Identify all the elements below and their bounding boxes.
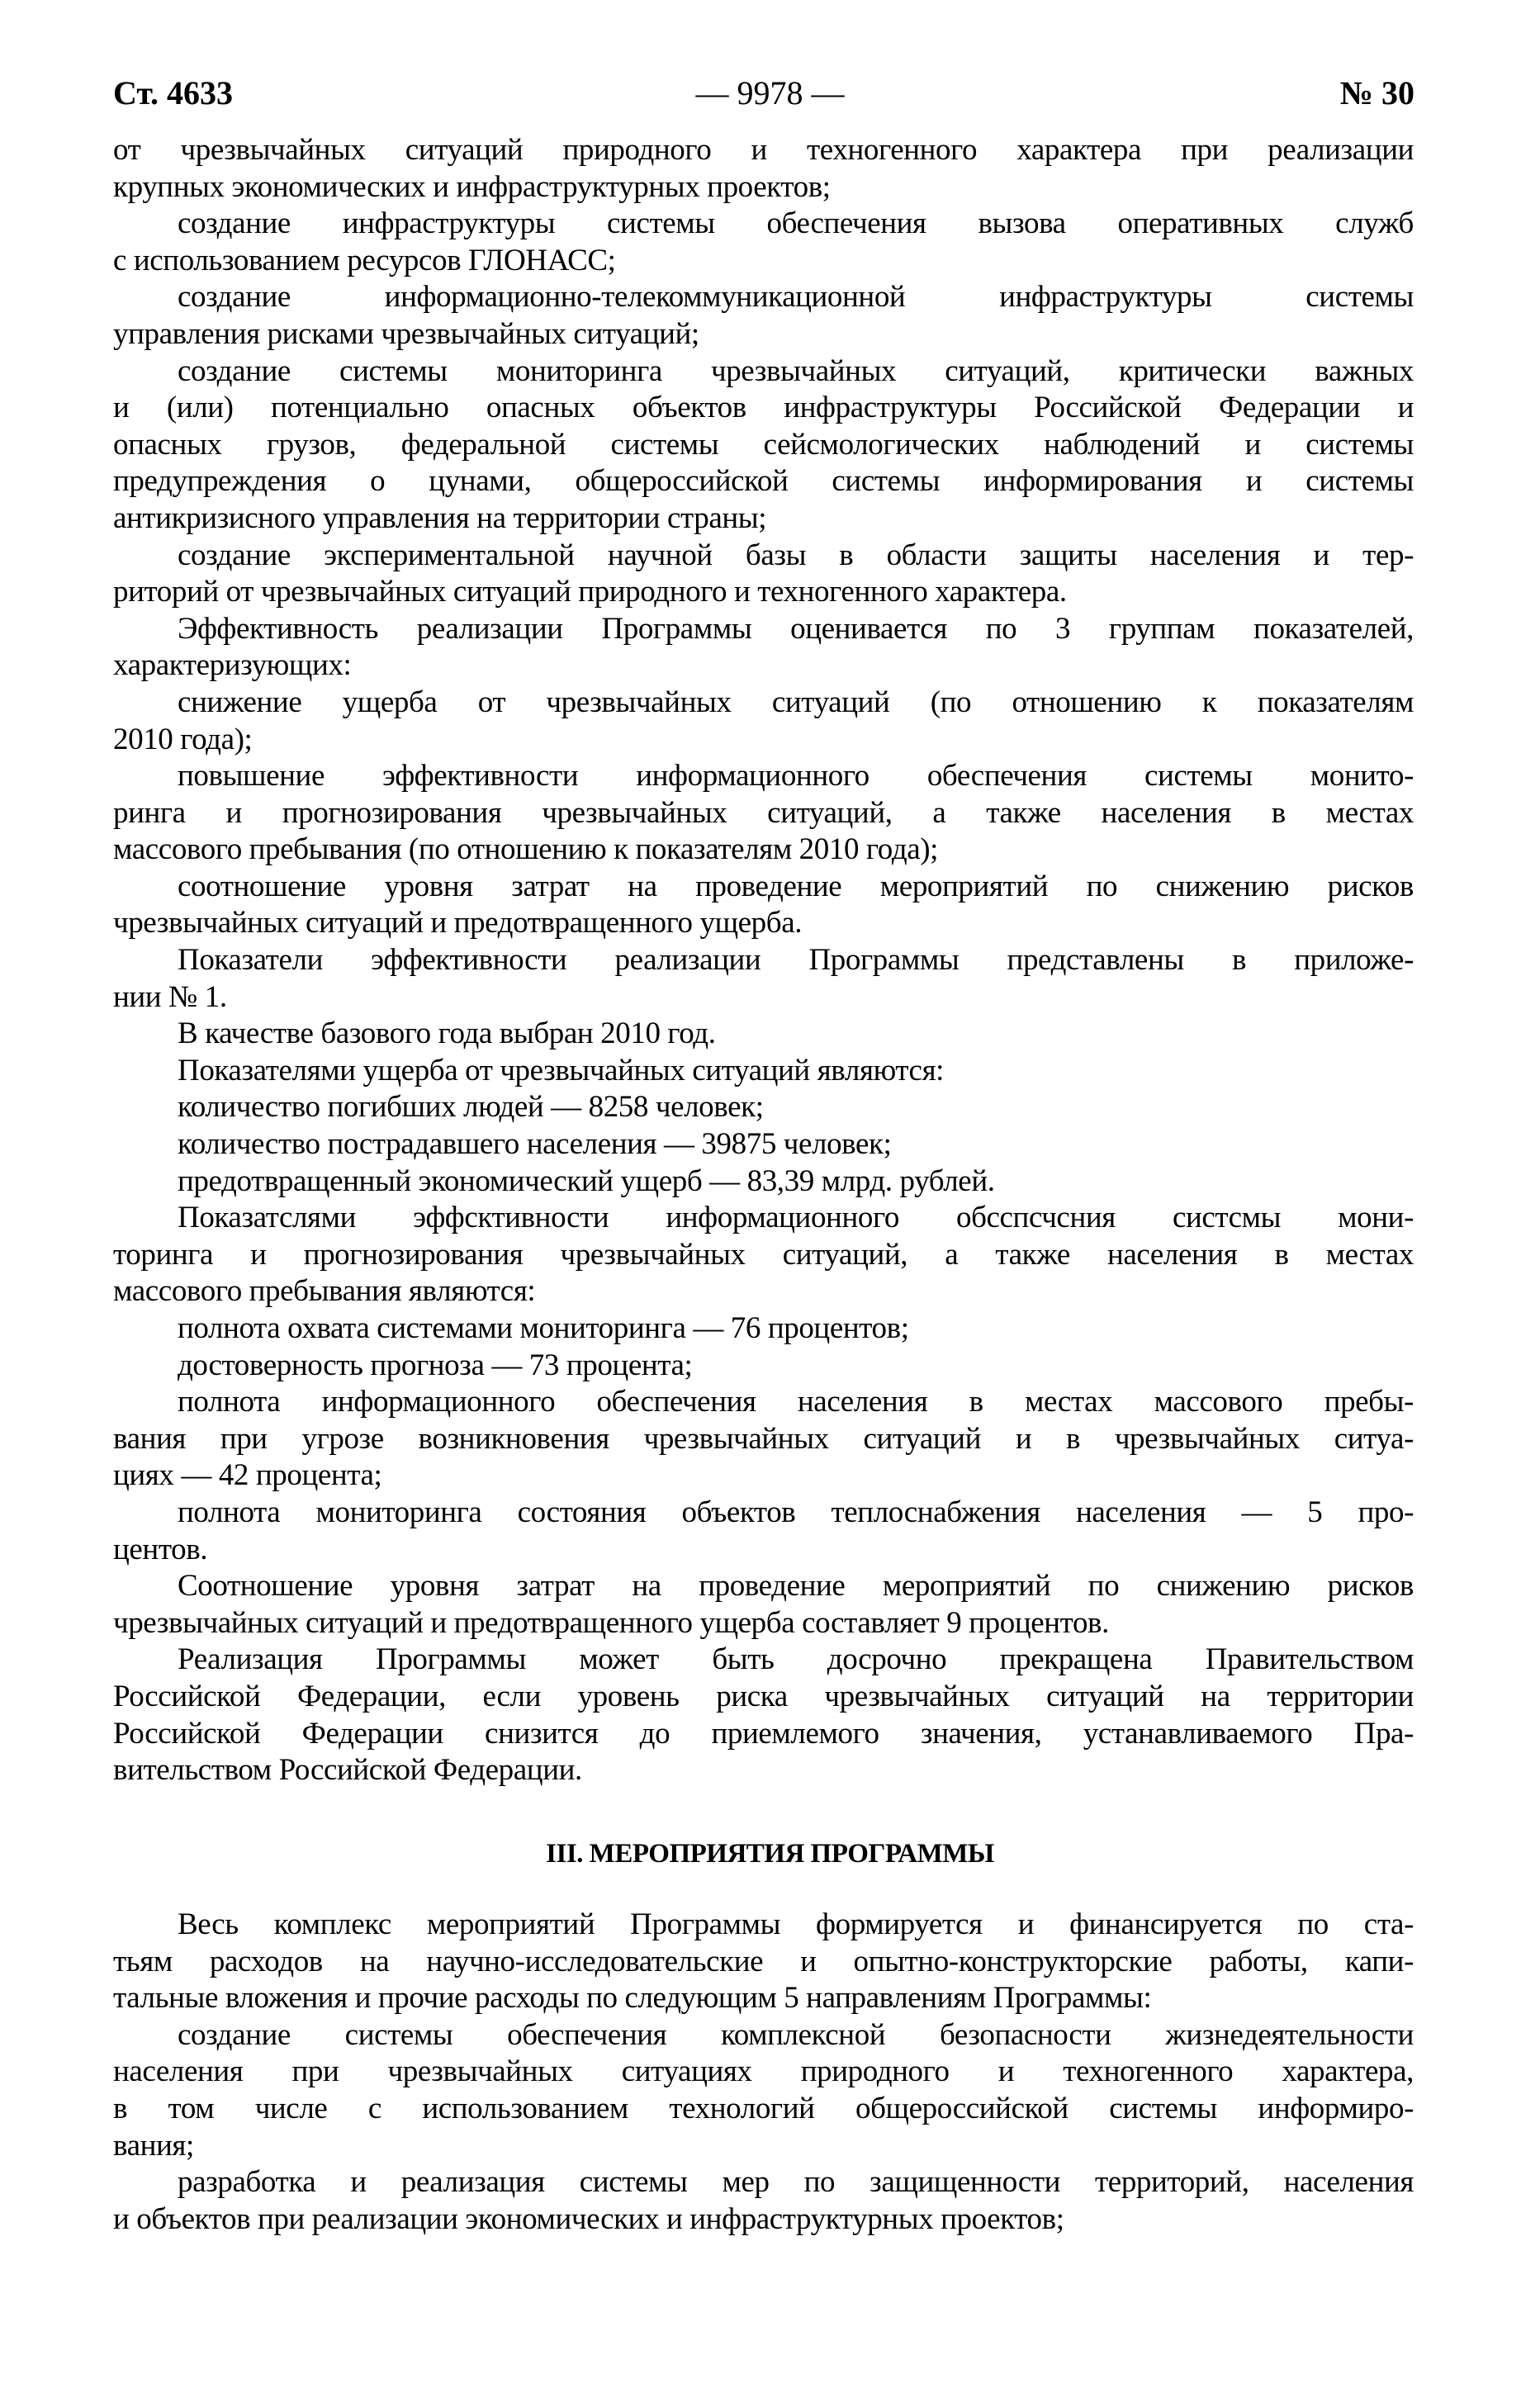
paragraph xyxy=(113,2164,1414,2238)
text-line: количество погибших людей — 8258 человек; xyxy=(178,1090,764,1125)
text-line: создание системы мониторинга чрезвычайных ситуаций, критически важных xyxy=(178,353,1414,388)
text-line: вительством Российской Федерации. xyxy=(113,1753,582,1788)
text-line: чрезвычайных ситуаций и предотвращенного ущерба составляет 9 процентов. xyxy=(113,1605,1109,1640)
text-line: опасных грузов, федеральной системы сейсмологических наблюдений и системы xyxy=(113,427,1414,462)
text-line: характеризующих: xyxy=(113,648,352,683)
text-line: Эффективность реализации Программы оценивается по 3 группам показателей, xyxy=(178,611,1414,646)
text-line: Весь комплекс мероприятий Программы формируется и финансируется по ста- xyxy=(178,1907,1414,1941)
text-line: 2010 года); xyxy=(113,722,253,756)
text-line: достоверность прогноза — 73 процента; xyxy=(178,1348,693,1382)
text-line: Показатслями эффсктивности информационного обсспсчсния систсмы мони- xyxy=(178,1201,1414,1235)
paragraph xyxy=(113,1568,1414,1642)
text-line: Российской Федерации, если уровень риска чрезвычайных ситуаций на территории xyxy=(113,1679,1414,1713)
text-line: полнота охвата системами мониторинга — 76 процентов; xyxy=(178,1311,909,1345)
section-heading: III. МЕРОПРИЯТИЯ ПРОГРАММЫ xyxy=(546,1839,994,1869)
paragraph xyxy=(113,206,1414,279)
paragraph xyxy=(113,353,1414,538)
text-line: полнота информационного обеспечения населения в местах массового пребы- xyxy=(178,1385,1414,1419)
paragraph xyxy=(113,1053,1414,1090)
paragraph xyxy=(113,2017,1414,2164)
body-text-section-2 xyxy=(113,132,1414,1789)
text-line: центов. xyxy=(113,1532,208,1566)
page-number: — 9978 — xyxy=(695,74,845,111)
paragraph xyxy=(113,1016,1414,1053)
text-line: массового пребывания (по отношению к показателям 2010 года); xyxy=(113,832,939,867)
body-text-section-3 xyxy=(113,1907,1414,2238)
text-line: Показатели эффективности реализации Программы представлены в приложе- xyxy=(178,943,1414,978)
text-line: с использованием ресурсов ГЛОНАСС; xyxy=(113,243,616,277)
paragraph xyxy=(113,1348,1414,1385)
text-line: чрезвычайных ситуаций и предотвращенного ущерба. xyxy=(113,906,803,941)
paragraph xyxy=(113,538,1414,611)
text-line: предупреждения о цунами, общероссийской системы информирования и системы xyxy=(113,464,1414,499)
text-line: вания; xyxy=(113,2128,194,2163)
text-line: и (или) потенциально опасных объектов инфраструктуры Российской Федерации и xyxy=(113,391,1414,425)
text-line: количество пострадавшего населения — 39875 человек; xyxy=(178,1127,892,1162)
paragraph xyxy=(113,1642,1414,1789)
paragraph xyxy=(113,1200,1414,1310)
text-line: Реализация Программы может быть досрочно прекращена Правительством xyxy=(178,1642,1414,1677)
text-line: предотвращенный экономический ущерб — 83,39 млрд. рублей. xyxy=(178,1163,995,1198)
paragraph xyxy=(113,611,1414,685)
text-line: нии № 1. xyxy=(113,979,227,1014)
text-line: массового пребывания являются: xyxy=(113,1274,536,1309)
text-line: создание экспериментальной научной базы в области защиты населения и тер- xyxy=(178,538,1414,572)
text-line: Соотношение уровня затрат на проведение мероприятий по снижению рисков xyxy=(178,1569,1414,1604)
text-line: населения при чрезвычайных ситуациях природного и техногенного характера, xyxy=(113,2054,1414,2089)
paragraph xyxy=(113,1495,1414,1568)
text-line: полнота мониторинга состояния объектов теплоснабжения населения — 5 про- xyxy=(178,1495,1414,1529)
text-line: создание системы обеспечения комплексной безопасности жизнедеятельности xyxy=(178,2017,1414,2052)
text-line: вания при угрозе возникновения чрезвычайных ситуаций и в чрезвычайных ситуа- xyxy=(113,1421,1414,1456)
text-line: создание информационно-телекоммуникационной инфраструктуры системы xyxy=(178,280,1414,315)
paragraph xyxy=(113,1126,1414,1163)
text-line: разработка и реализация системы мер по защищенности территорий, населения xyxy=(178,2165,1414,2200)
paragraph xyxy=(113,1089,1414,1126)
text-line: тьям расходов на научно-исследовательские и опытно-конструкторские работы, капи- xyxy=(113,1944,1414,1978)
text-line: риторий от чрезвычайных ситуаций природного и техногенного характера. xyxy=(113,575,1067,609)
text-line: В качестве базового года выбран 2010 год. xyxy=(178,1016,716,1051)
paragraph xyxy=(113,132,1414,206)
text-line: Показателями ущерба от чрезвычайных ситуаций являются: xyxy=(178,1053,945,1087)
paragraph xyxy=(113,1907,1414,2017)
paragraph xyxy=(113,1384,1414,1495)
text-line: снижение ущерба от чрезвычайных ситуаций (по отношению к показателям xyxy=(178,685,1414,719)
article-number: Ст. 4633 xyxy=(113,74,233,111)
issue-number: № 30 xyxy=(1339,74,1414,111)
paragraph xyxy=(113,1310,1414,1348)
paragraph xyxy=(113,942,1414,1016)
text-line: соотношение уровня затрат на проведение мероприятий по снижению рисков xyxy=(178,869,1414,903)
text-line: в том числе с использованием технологий общероссийской системы информиро- xyxy=(113,2091,1414,2125)
text-line: управления рисками чрезвычайных ситуаций; xyxy=(113,316,699,351)
paragraph xyxy=(113,758,1414,869)
text-line: крупных экономических и инфраструктурных проектов; xyxy=(113,169,831,204)
text-line: создание инфраструктуры системы обеспечения вызова оперативных служб xyxy=(178,206,1414,241)
text-line: и объектов при реализации экономических и инфраструктурных проектов; xyxy=(113,2201,1064,2236)
text-line: Российской Федерации снизится до приемлемого значения, устанавливаемого Пра- xyxy=(113,1716,1414,1751)
text-line: циях — 42 процента; xyxy=(113,1458,382,1493)
paragraph xyxy=(113,1163,1414,1201)
text-line: от чрезвычайных ситуаций природного и техногенного характера при реализации xyxy=(113,133,1414,167)
text-line: торинга и прогнозирования чрезвычайных ситуаций, а также населения в местах xyxy=(113,1237,1414,1272)
text-line: повышение эффективности информационного обеспечения системы монито- xyxy=(178,759,1414,794)
paragraph xyxy=(113,869,1414,942)
paragraph xyxy=(113,279,1414,353)
text-line: ринга и прогнозирования чрезвычайных ситуаций, а также населения в местах xyxy=(113,795,1414,830)
text-line: антикризисного управления на территории страны; xyxy=(113,500,767,535)
paragraph xyxy=(113,685,1414,758)
text-line: тальные вложения и прочие расходы по следующим 5 направлениям Программы: xyxy=(113,1981,1152,2016)
